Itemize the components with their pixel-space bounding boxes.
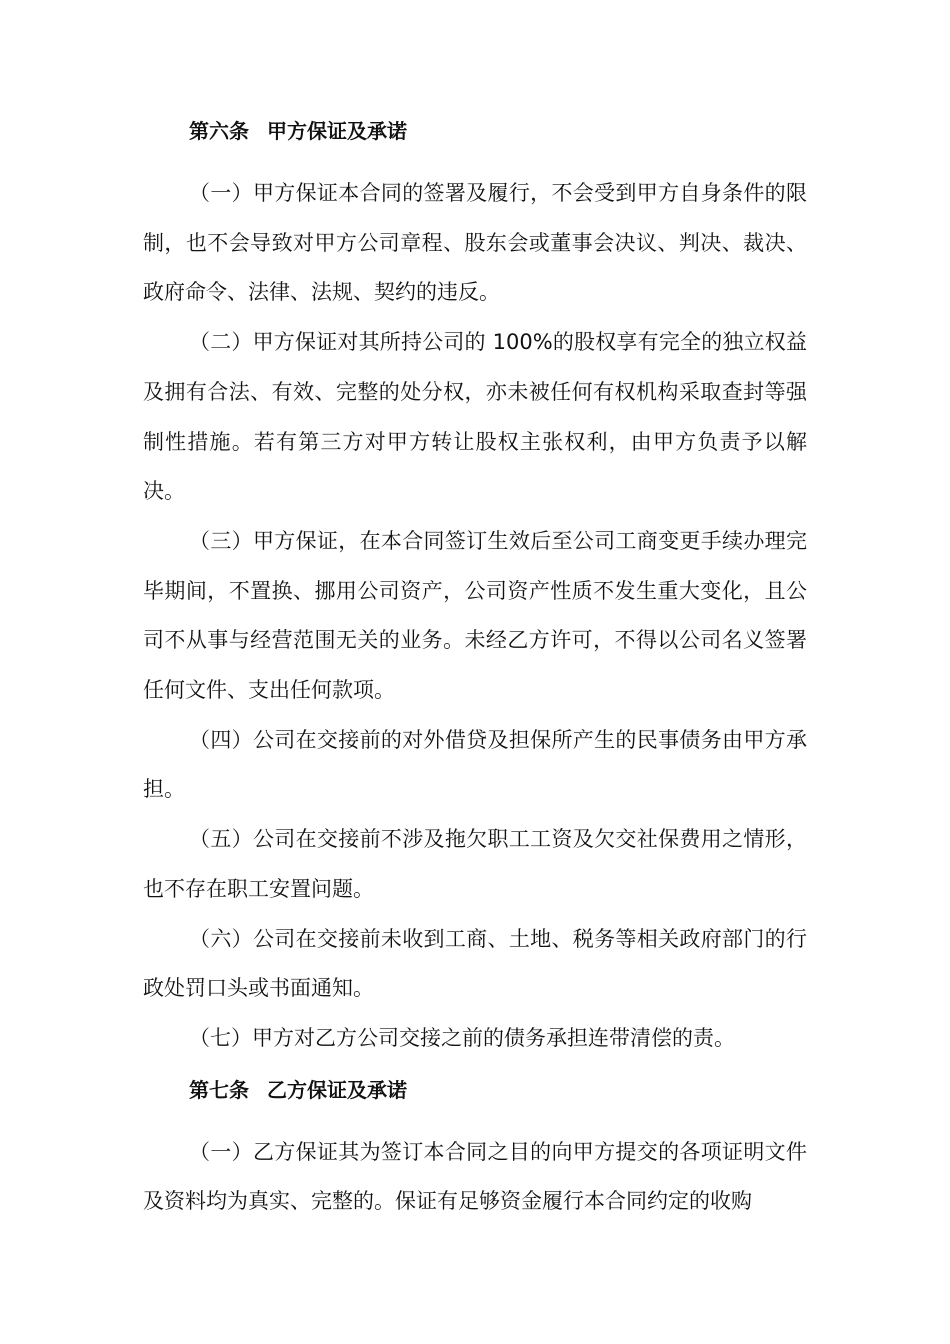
article-6-heading (189, 119, 807, 143)
article-6-clause-3: （三）甲方保证，在本合同签订生效后至公司工商变更手续办理完毕期间，不置换、挪用公司资产，公司资产性质不发生重大变化，且公司不从事与经营范围无关的业务。未经乙方许可，不得以公司名义签署任何文件、支出任何款项。 (143, 528, 807, 703)
article-7-number: 第七条 (189, 1077, 249, 1102)
article-6-clause-7: （七）甲方对乙方公司交接之前的债务承担连带清偿的责。 (189, 1025, 735, 1050)
article-6-title: 甲方保证及承诺 (267, 119, 407, 143)
article-6-clause-5: （五）公司在交接前不涉及拖欠职工工资及欠交社保费用之情形，也不存在职工安置问题。 (143, 827, 807, 901)
article-7-clause-1: （一）乙方保证其为签订本合同之目的向甲方提交的各项证明文件及资料均为真实、完整的。保证有足够资金履行本合同约定的收购 (143, 1139, 807, 1214)
article-6-clause-1: （一）甲方保证本合同的签署及履行，不会受到甲方自身条件的限制，也不会导致对甲方公司章程、股东会或董事会决议、判决、裁决、政府命令、法律、法规、契约的违反。 (143, 181, 807, 305)
article-6-clause-6: （六）公司在交接前未收到工商、土地、税务等相关政府部门的行政处罚口头或书面通知。 (143, 926, 807, 1001)
article-6-number: 第六条 (189, 119, 249, 143)
article-6-clause-4: （四）公司在交接前的对外借贷及担保所产生的民事债务由甲方承担。 (143, 727, 807, 802)
article-7-heading (189, 1078, 807, 1102)
article-6-clause-2: （二）甲方保证对其所持公司的 100%的股权享有完全的独立权益及拥有合法、有效、完整的处分权，亦未被任何有权机构采取查封等强制性措施。若有第三方对甲方转让股权主张权利，由甲方负责予以解决。 (143, 330, 807, 504)
article-7-title: 乙方保证及承诺 (267, 1077, 407, 1102)
